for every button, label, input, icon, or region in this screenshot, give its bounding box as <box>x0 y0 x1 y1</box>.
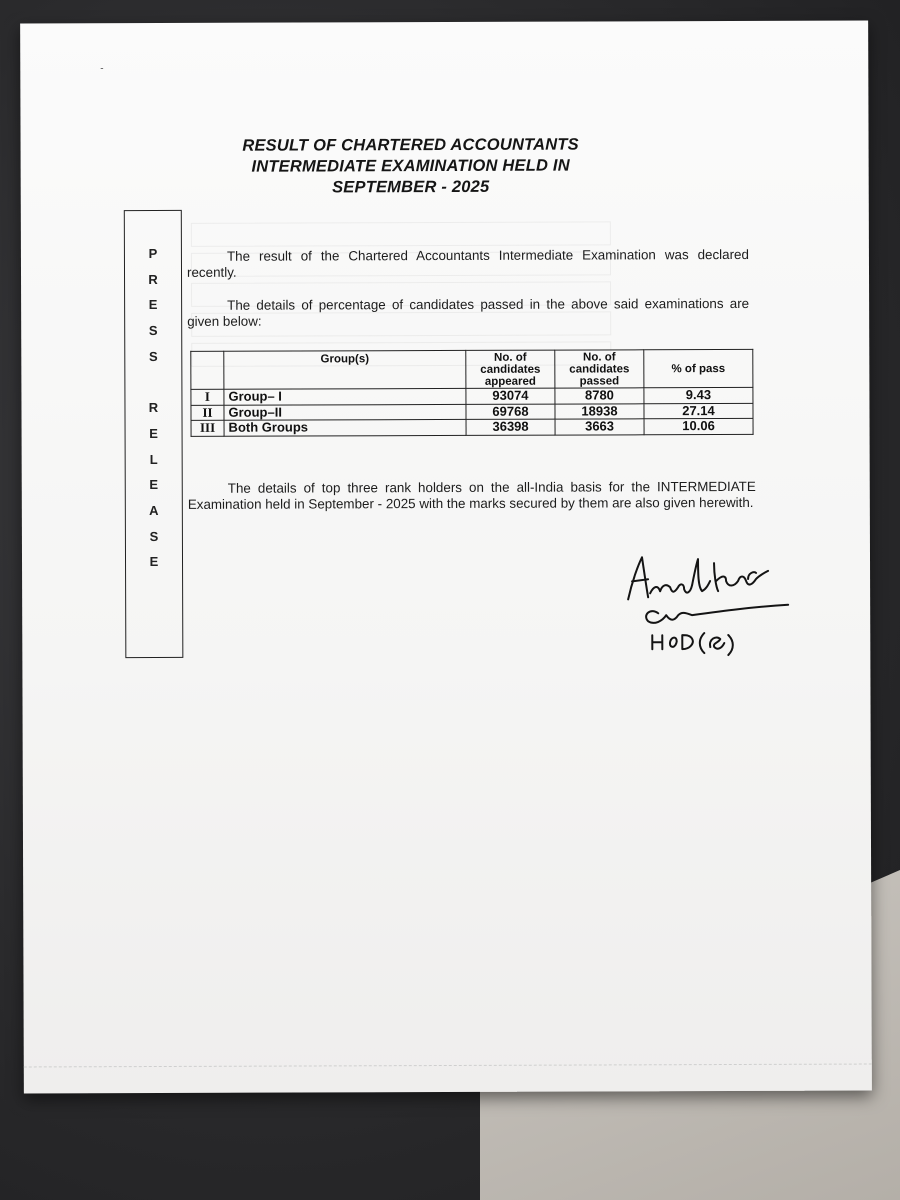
paragraph-rank-holders <box>188 479 756 513</box>
row-passed: 18938 <box>555 403 644 419</box>
page-bottom-edge <box>24 1064 872 1068</box>
row-appeared: 93074 <box>466 388 555 404</box>
table-row <box>191 418 753 435</box>
header-groups: Group(s) <box>224 350 466 389</box>
title-line-2: INTERMEDIATE EXAMINATION HELD IN <box>251 156 570 176</box>
sidebar-letter: A <box>149 502 159 518</box>
press-release-sidebar <box>124 210 184 658</box>
table-header-row <box>191 349 753 389</box>
signature-stroke <box>710 637 724 648</box>
row-appeared: 69768 <box>466 404 555 420</box>
signature-stroke <box>628 557 648 599</box>
paragraph-3-text: The details of top three rank holders on the all-India basis for the INTERMEDIATE Examination held in September - 2025 with the marks secured by them are also given herewith. <box>187 478 756 512</box>
sidebar-letter: E <box>149 425 158 441</box>
sidebar-letter: S <box>148 348 158 364</box>
signature-stroke <box>646 605 788 623</box>
paragraph-1-text: The result of the Chartered Accountants Intermediate Examination was declared recently. <box>186 246 749 280</box>
signature-stroke <box>714 563 768 591</box>
paragraph-result-declared <box>187 247 749 281</box>
handwritten-signature <box>622 551 812 662</box>
signature-stroke <box>670 638 677 647</box>
title-line-1: RESULT OF CHARTERED ACCOUNTANTS <box>242 135 579 155</box>
signature-stroke <box>728 635 733 655</box>
press-release-sheet <box>20 21 872 1094</box>
sidebar-letter: R <box>148 271 158 287</box>
row-group: Group– I <box>224 388 466 404</box>
header-serial <box>191 351 224 389</box>
header-passed: No. of candidates passed <box>555 350 644 388</box>
header-percent: % of pass <box>644 349 753 387</box>
paragraph-details-intro <box>187 296 749 330</box>
row-percent: 10.06 <box>644 418 753 434</box>
signature-stroke <box>650 559 710 593</box>
row-passed: 3663 <box>555 419 644 435</box>
row-appeared: 36398 <box>466 419 555 435</box>
row-serial: III <box>191 420 224 436</box>
row-group: Both Groups <box>224 419 466 435</box>
paragraph-2-text: The details of percentage of candidates passed in the above said examinations are given below: <box>187 295 750 329</box>
row-serial: I <box>191 389 224 405</box>
sidebar-letter: S <box>149 528 159 544</box>
row-group: Group–II <box>224 404 466 420</box>
sidebar-letter: E <box>149 554 159 570</box>
signature-stroke <box>700 633 705 653</box>
sidebar-letter: E <box>148 297 158 313</box>
signature-stroke <box>682 635 693 649</box>
title-line-3: SEPTEMBER - 2025 <box>332 177 490 197</box>
sidebar-letter: L <box>149 451 158 467</box>
sidebar-letter: R <box>148 400 159 416</box>
header-appeared: No. of candidates appeared <box>466 350 555 388</box>
sidebar-letter: P <box>148 246 158 262</box>
paper-speck: - <box>100 63 104 75</box>
document-title <box>171 134 651 199</box>
signature-stroke <box>652 635 662 649</box>
sidebar-letter: S <box>148 323 158 339</box>
row-serial: II <box>191 405 224 421</box>
row-passed: 8780 <box>555 388 644 404</box>
results-table <box>190 349 753 436</box>
sidebar-letter: E <box>149 477 159 493</box>
row-percent: 27.14 <box>644 403 753 419</box>
row-percent: 9.43 <box>644 387 753 403</box>
